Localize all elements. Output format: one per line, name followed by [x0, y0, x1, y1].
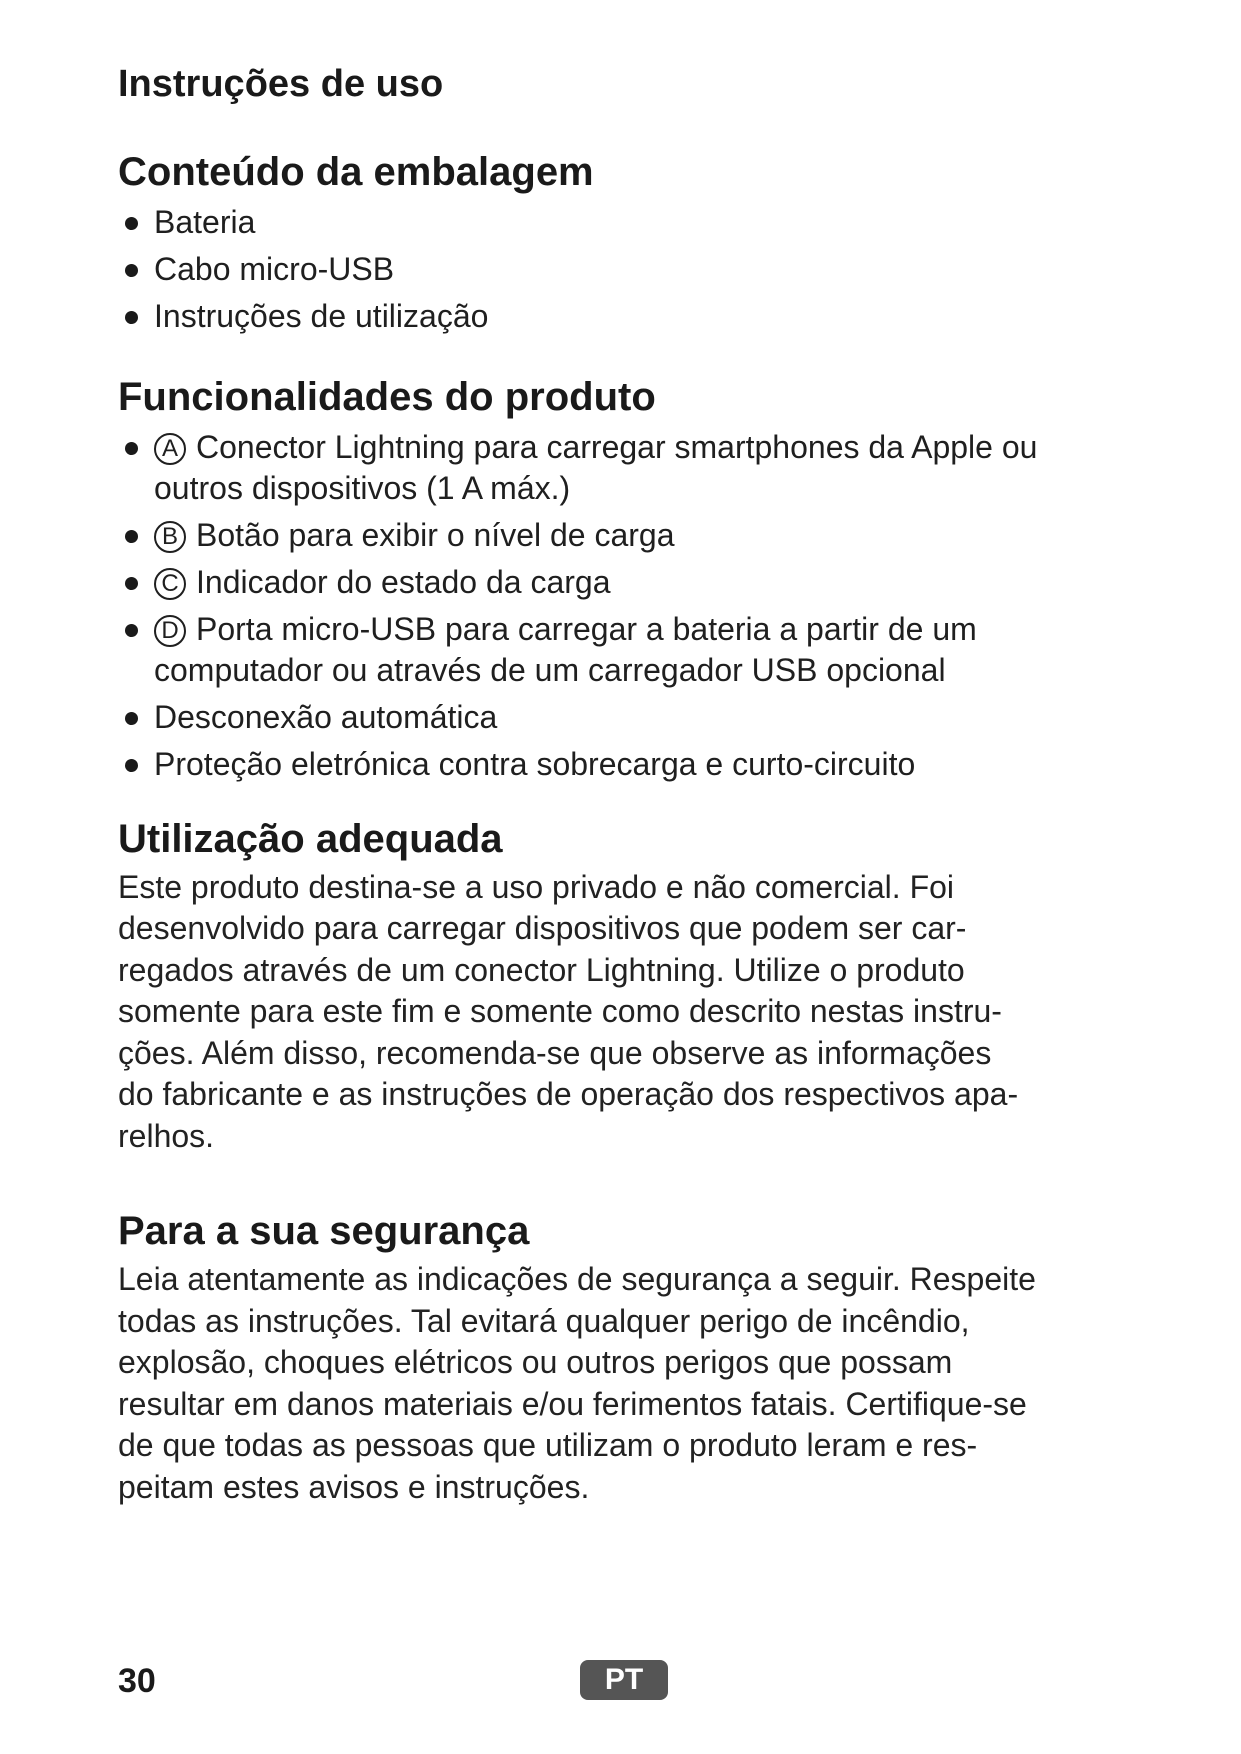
list-item: Instruções de utilização — [118, 296, 1118, 337]
package-contents-heading: Conteúdo da embalagem — [118, 149, 594, 194]
circled-letter-a-icon: A — [154, 433, 186, 465]
page-title: Instruções de uso — [118, 63, 444, 105]
product-features-section — [118, 373, 1118, 785]
circled-letter-d-icon: D — [154, 615, 186, 647]
bullet-icon — [125, 264, 138, 277]
intended-use-section — [118, 815, 1118, 1158]
package-contents-section — [118, 148, 1118, 337]
list-item: Cabo micro-USB — [118, 249, 1118, 290]
bullet-icon — [125, 577, 138, 590]
list-item: Bateria — [118, 202, 1118, 243]
bullet-icon — [125, 442, 138, 455]
safety-heading: Para a sua segurança — [118, 1209, 530, 1254]
safety-section — [118, 1207, 1118, 1508]
language-badge: PT — [580, 1660, 668, 1700]
bullet-icon — [125, 530, 138, 543]
circled-letter-c-icon: C — [154, 568, 186, 600]
bullet-icon — [125, 624, 138, 637]
product-features-list — [118, 427, 1118, 785]
bullet-icon — [125, 712, 138, 725]
intended-use-heading: Utilização adequada — [118, 816, 503, 861]
bullet-icon — [125, 759, 138, 772]
bullet-icon — [125, 311, 138, 324]
intended-use-paragraph: Este produto destina-se a uso privado e não comercial. Foi desenvolvido para carregar dispositivos que podem ser car- regados através de um conector Lightning. Utilize o produto somente para este fim e somente como descrito nestas instru- ções. Além disso, recomenda-se que observe as informações do fabricante e as instruções de operação dos respectivos apa- relhos. — [118, 868, 1019, 1154]
list-item: Proteção eletrónica contra sobrecarga e curto-circuito — [118, 744, 1118, 785]
document-page — [118, 62, 1118, 1508]
list-item: D Porta micro-USB para carregar a bateria a partir de um computador ou através de um carregador USB opcional — [118, 609, 1118, 691]
list-item: B Botão para exibir o nível de carga — [118, 515, 1118, 556]
circled-letter-b-icon: B — [154, 521, 186, 553]
package-contents-list — [118, 202, 1118, 337]
safety-paragraph: Leia atentamente as indicações de segurança a seguir. Respeite todas as instruções. Tal evitará qualquer perigo de incêndio, explosão, choques elétricos ou outros perigos que possam resultar em danos materiais e/ou ferimentos fatais. Certifique-se de que todas as pessoas que utilizam o produto leram e res- peitam estes avisos e instruções. — [118, 1261, 1036, 1505]
list-item: C Indicador do estado da carga — [118, 562, 1118, 603]
list-item: A Conector Lightning para carregar smartphones da Apple ou outros dispositivos (1 A máx.) — [118, 427, 1118, 509]
page-number: 30 — [118, 1662, 156, 1700]
bullet-icon — [125, 217, 138, 230]
list-item: Desconexão automática — [118, 697, 1118, 738]
product-features-heading: Funcionalidades do produto — [118, 374, 656, 419]
